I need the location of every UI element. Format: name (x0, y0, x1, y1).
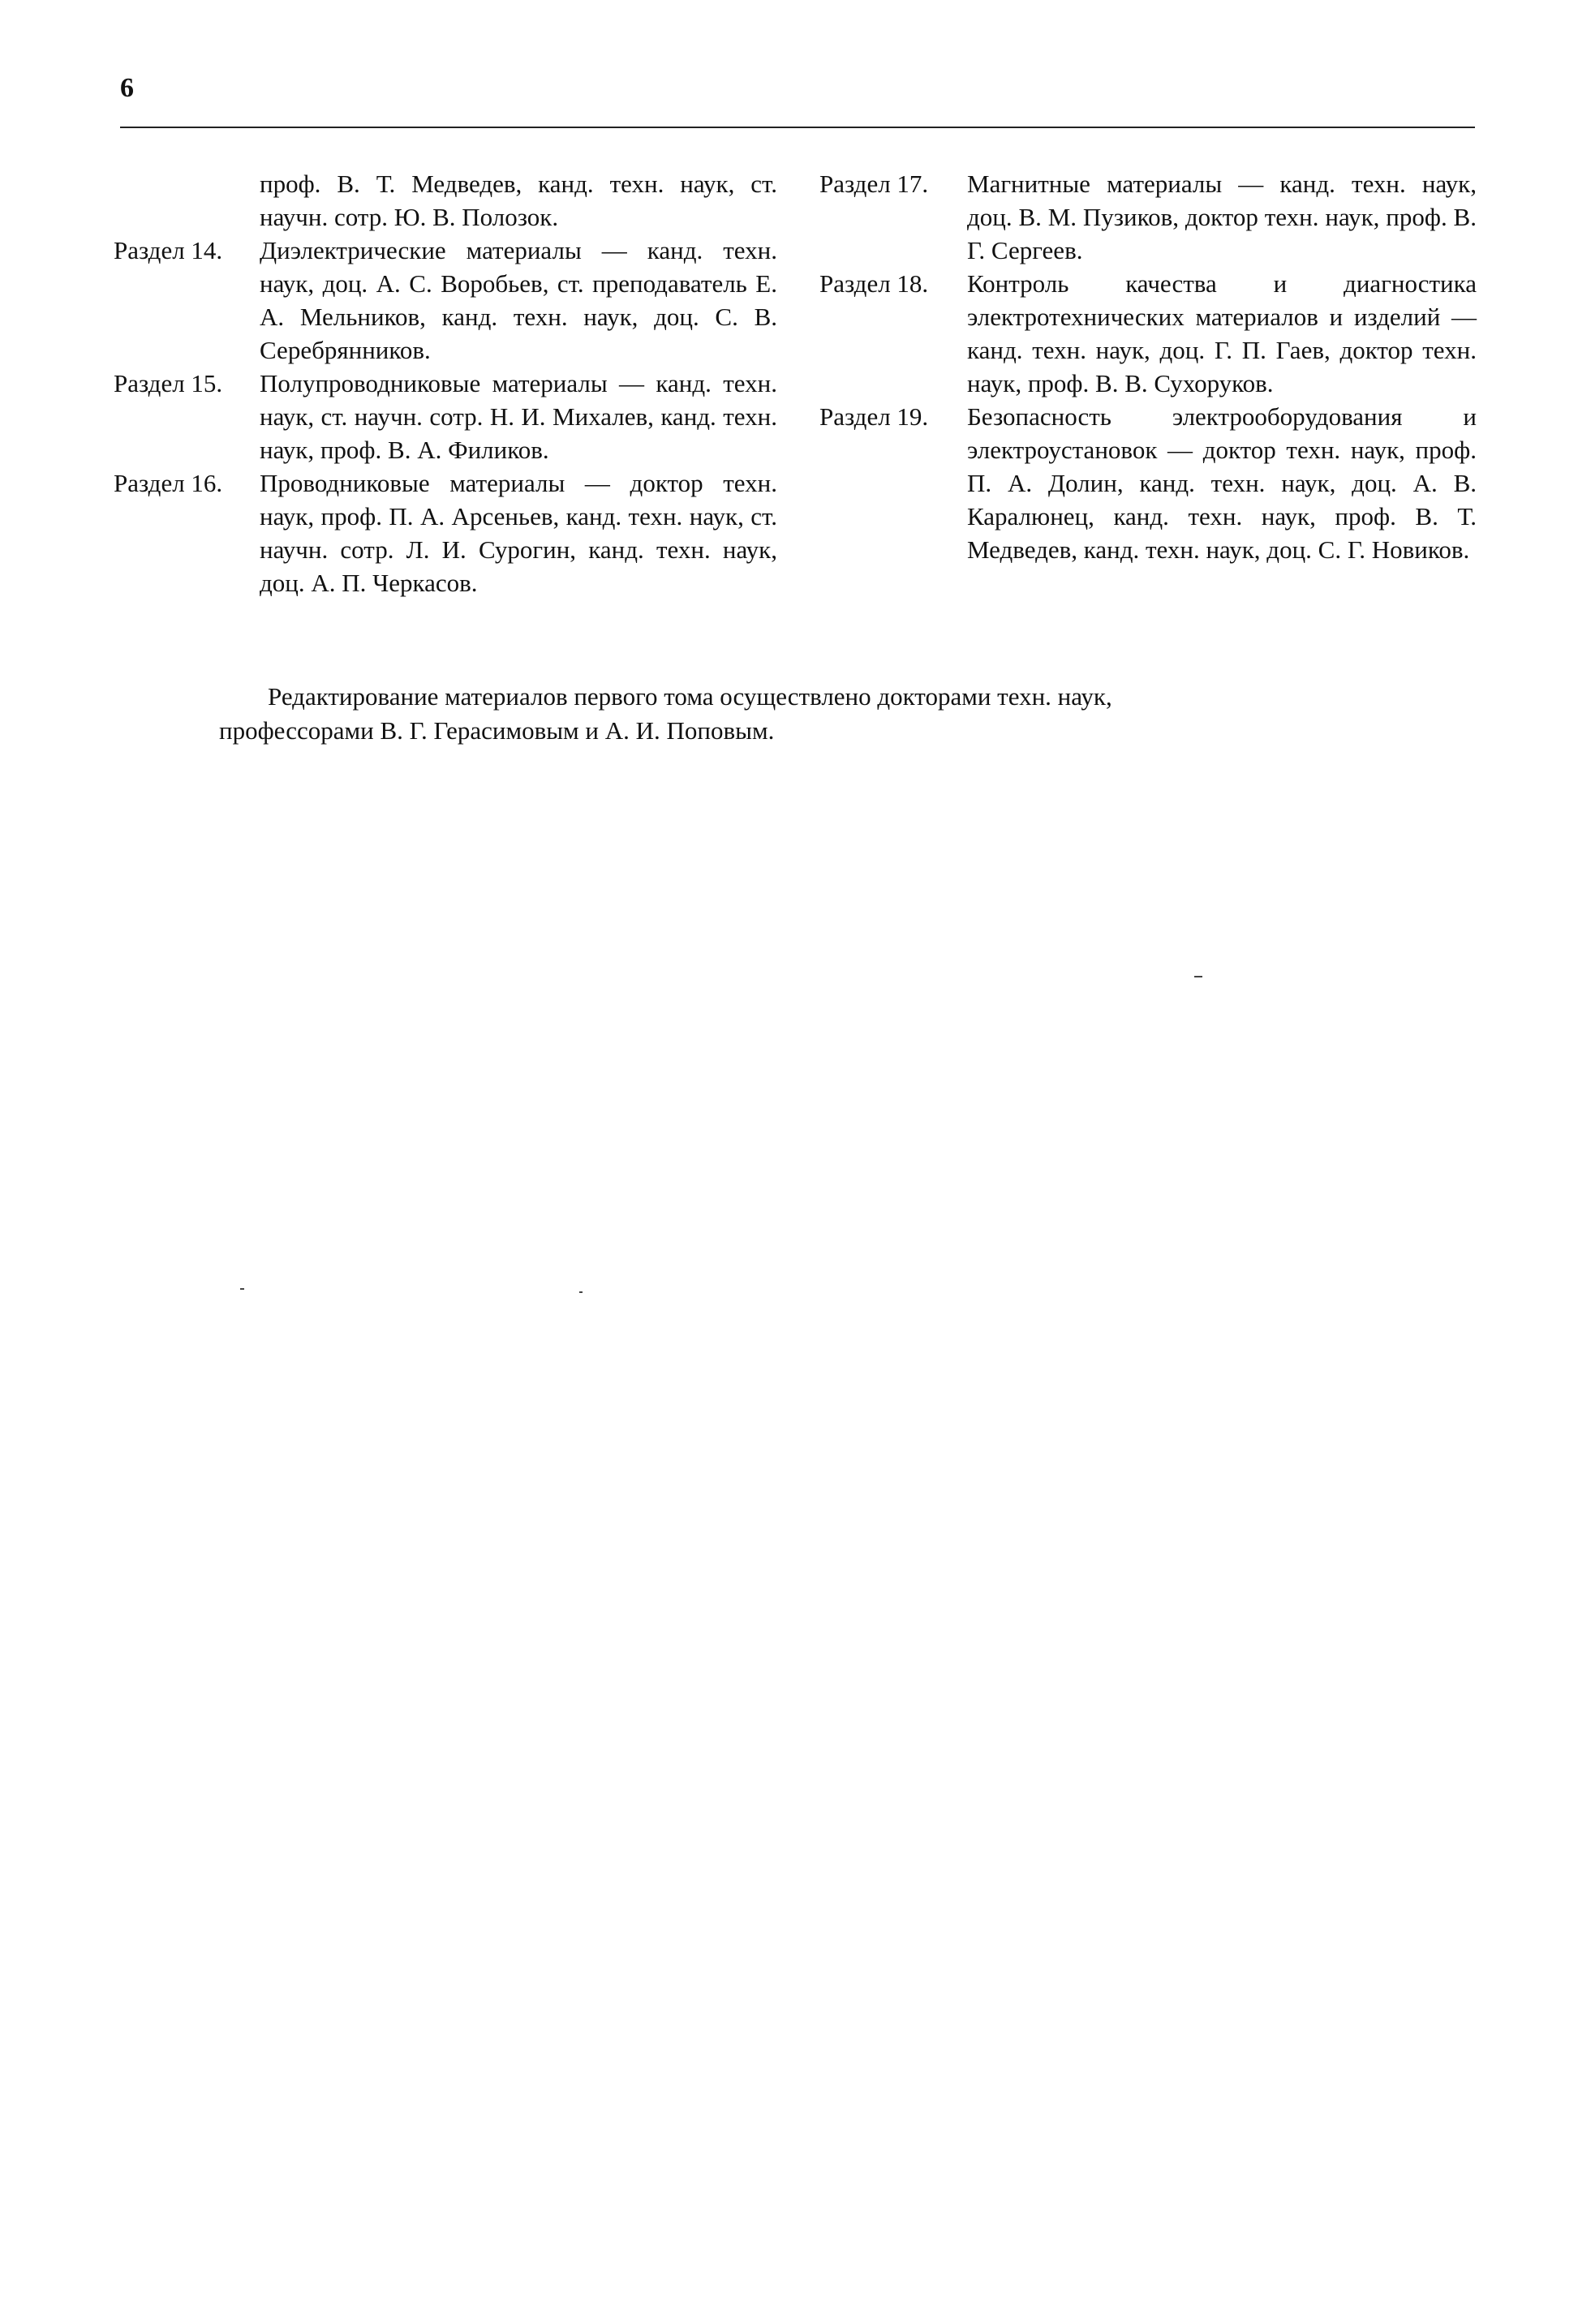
section-17 (819, 167, 1477, 267)
editing-note-line-2: профессорами В. Г. Герасимовым и А. И. Поповым. (219, 716, 775, 745)
header-rule (120, 127, 1475, 128)
section-label: Раздел 19. (819, 402, 929, 431)
scan-speck (240, 1288, 244, 1290)
editing-note (219, 680, 1363, 748)
section-text: Проводниковые материалы — доктор техн. наук, проф. П. А. Арсеньев, канд. техн. наук, ст. научн. сотр. Л. И. Сурогин, канд. техн. наук, доц. А. П. Черкасов. (260, 469, 777, 597)
section-16 (114, 466, 777, 599)
page-number: 6 (120, 73, 134, 103)
section-label: Раздел 16. (114, 469, 223, 497)
section-19 (819, 400, 1477, 566)
editing-note-line-1: Редактирование материалов первого тома осуществлено докторами техн. наук, (268, 682, 1112, 711)
section-text: Полупроводниковые материалы — канд. техн. наук, ст. научн. сотр. Н. И. Михалев, канд. техн. наук, проф. В. А. Филиков. (260, 369, 777, 464)
section-label: Раздел 15. (114, 369, 223, 397)
section-15 (114, 367, 777, 466)
section-text: проф. В. Т. Медведев, канд. техн. наук, ст. научн. сотр. Ю. В. Полозок. (260, 170, 777, 231)
section-label: Раздел 14. (114, 236, 223, 264)
scan-speck (1194, 976, 1202, 977)
section-label: Раздел 17. (819, 170, 929, 198)
section-text: Диэлектрические материалы — канд. техн. наук, доц. А. С. Воробьев, ст. преподаватель Е. А. Мельников, канд. техн. наук, доц. С. В. Серебрянников. (260, 236, 777, 364)
section-text: Безопасность электрооборудования и электроустановок — доктор техн. наук, проф. П. А. Долин, канд. техн. наук, доц. А. В. Каралюнец, канд. техн. наук, проф. В. Т. Медведев, канд. техн. наук, доц. С. Г. Новиков. (967, 402, 1477, 564)
section-text: Контроль качества и диагностика электротехнических материалов и изделий — канд. техн. наук, доц. Г. П. Гаев, доктор техн. наук, проф. В. В. Сухоруков. (967, 269, 1477, 397)
scan-speck (579, 1291, 583, 1293)
section-13-continuation (114, 167, 777, 234)
left-column (114, 167, 777, 599)
section-text: Магнитные материалы — канд. техн. наук, доц. В. М. Пузиков, доктор техн. наук, проф. В. Г. Сергеев. (967, 170, 1477, 264)
right-column (819, 167, 1477, 566)
section-label: Раздел 18. (819, 269, 929, 298)
section-14 (114, 234, 777, 367)
section-18 (819, 267, 1477, 400)
